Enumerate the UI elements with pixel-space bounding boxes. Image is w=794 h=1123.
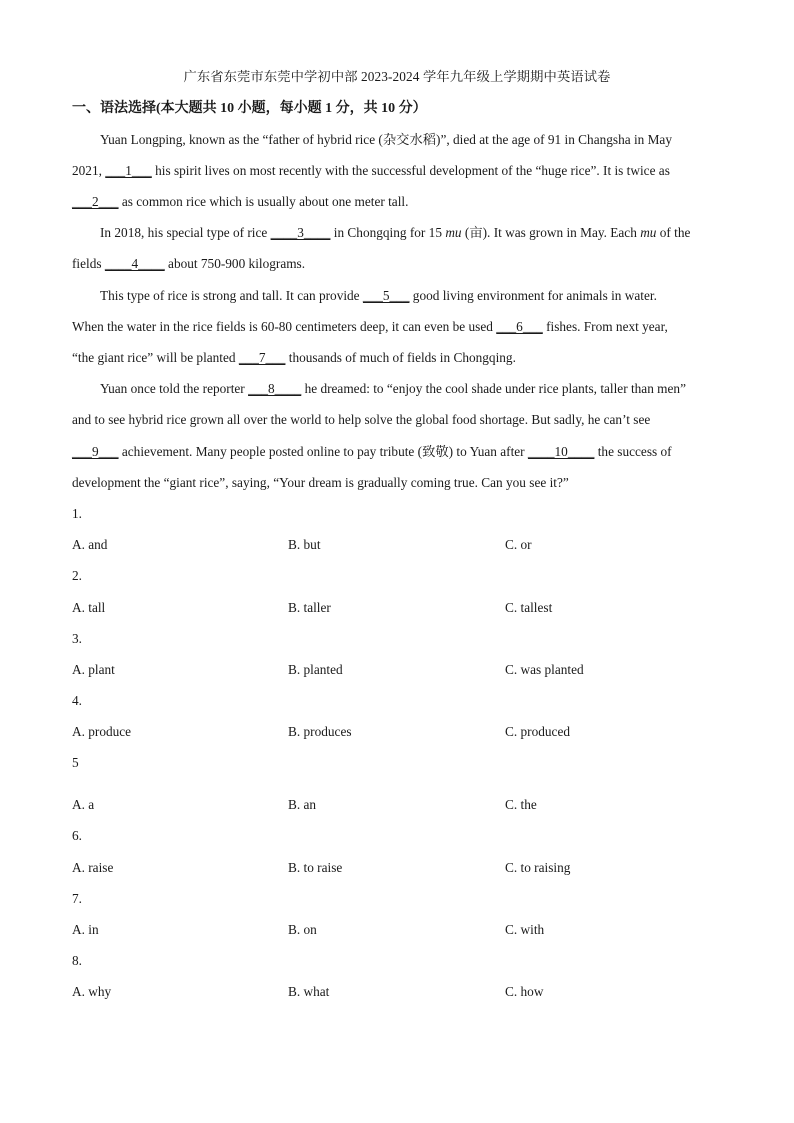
- blank-8[interactable]: ___8____: [248, 381, 302, 396]
- passage-text: development the “giant rice”, saying, “Your dream is gradually coming true. Can you see it?”: [72, 475, 569, 490]
- passage-line: [72, 473, 569, 493]
- question-number: 6.: [72, 828, 82, 843]
- passage-italic: mu: [640, 225, 657, 240]
- question-number: 3.: [72, 631, 82, 646]
- option-b[interactable]: B. taller: [288, 600, 331, 615]
- option-c[interactable]: C. was planted: [505, 662, 584, 677]
- option-c[interactable]: C. or: [505, 537, 532, 552]
- passage-text: 2021,: [72, 163, 106, 178]
- section-heading: 一、语法选择(本大题共 10 小题，每小题 1 分，共 10 分）: [72, 101, 427, 116]
- passage-line: [100, 223, 690, 243]
- passage-text: fishes. From next year,: [542, 319, 668, 334]
- passage-text: of the: [656, 225, 691, 240]
- option-b[interactable]: B. what: [288, 984, 330, 999]
- question-number: 1.: [72, 506, 82, 521]
- option-a[interactable]: A. produce: [72, 724, 132, 739]
- passage-line: [72, 317, 668, 337]
- option-c[interactable]: C. the: [505, 797, 537, 812]
- option-a[interactable]: A. why: [72, 984, 112, 999]
- passage-text: This type of rice is strong and tall. It can provide: [100, 288, 363, 303]
- passage-text: about 750-900 kilograms.: [164, 256, 306, 271]
- question-number: 2.: [72, 568, 82, 583]
- passage-text: he dreamed: to “enjoy the cool shade under rice plants, taller than men”: [301, 381, 686, 396]
- passage-text: (亩). It was grown in May. Each: [461, 225, 641, 240]
- option-c[interactable]: C. with: [505, 922, 545, 937]
- question-number: 8.: [72, 953, 82, 968]
- passage-line: [72, 410, 650, 430]
- option-c[interactable]: C. tallest: [505, 600, 553, 615]
- passage-text: fields: [72, 256, 105, 271]
- option-b[interactable]: B. on: [288, 922, 317, 937]
- passage-line: [72, 348, 516, 368]
- option-a[interactable]: A. plant: [72, 662, 115, 677]
- passage-text: his spirit lives on most recently with the successful development of the “huge rice”. It is twice as: [151, 163, 670, 178]
- passage-text: thousands of much of fields in Chongqing.: [285, 350, 516, 365]
- option-b[interactable]: B. planted: [288, 662, 343, 677]
- blank-1[interactable]: ___1___: [105, 163, 152, 178]
- passage-text: Yuan Longping, known as the “father of hybrid rice (杂交水稻)”, died at the age of 91 in Changsha in May: [100, 132, 672, 147]
- blank-7[interactable]: ___7___: [238, 350, 286, 365]
- option-b[interactable]: B. produces: [288, 724, 352, 739]
- passage-text: in Chongqing for 15: [330, 225, 446, 240]
- page-title: 广东省东莞市东莞中学初中部 2023-2024 学年九年级上学期期中英语试卷: [183, 69, 611, 84]
- passage-line: [100, 286, 657, 306]
- passage-text: achievement. Many people posted online to pay tribute (致敬) to Yuan after: [118, 444, 528, 459]
- passage-text: When the water in the rice fields is 60-80 centimeters deep, it can even be used: [72, 319, 497, 334]
- option-a[interactable]: A. a: [72, 797, 95, 812]
- passage-line: [72, 192, 408, 212]
- option-b[interactable]: B. to raise: [288, 860, 343, 875]
- blank-2[interactable]: ___2___: [72, 194, 119, 209]
- passage-line: [72, 161, 670, 181]
- question-number: 4.: [72, 693, 82, 708]
- option-a[interactable]: A. in: [72, 922, 99, 937]
- question-number: 7.: [72, 891, 82, 906]
- blank-6[interactable]: ___6___: [496, 319, 543, 334]
- passage-text: good living environment for animals in water.: [409, 288, 657, 303]
- option-a[interactable]: A. tall: [72, 600, 106, 615]
- passage-text: as common rice which is usually about one meter tall.: [118, 194, 409, 209]
- blank-9[interactable]: ___9___: [72, 444, 119, 459]
- blank-10[interactable]: ____10____: [527, 444, 595, 459]
- passage-line: [72, 442, 672, 462]
- passage-italic: mu: [445, 225, 462, 240]
- blank-3[interactable]: ____3____: [270, 225, 331, 240]
- option-b[interactable]: B. an: [288, 797, 317, 812]
- option-a[interactable]: A. raise: [72, 860, 114, 875]
- passage-line: [100, 130, 672, 150]
- passage-text: and to see hybrid rice grown all over the world to help solve the global food shortage. But sadly, he can’t see: [72, 412, 651, 427]
- passage-text: “the giant rice” will be planted: [72, 350, 239, 365]
- option-a[interactable]: A. and: [72, 537, 108, 552]
- option-b[interactable]: B. but: [288, 537, 321, 552]
- blank-5[interactable]: ___5___: [362, 288, 410, 303]
- passage-text: Yuan once told the reporter: [100, 381, 249, 396]
- passage-line: [72, 254, 305, 274]
- option-c[interactable]: C. produced: [505, 724, 570, 739]
- blank-4[interactable]: ____4____: [104, 256, 165, 271]
- option-c[interactable]: C. how: [505, 984, 544, 999]
- question-number: 5: [72, 755, 79, 770]
- passage-line: [100, 379, 686, 399]
- option-c[interactable]: C. to raising: [505, 860, 571, 875]
- passage-text: the success of: [594, 444, 672, 459]
- passage-text: In 2018, his special type of rice: [100, 225, 271, 240]
